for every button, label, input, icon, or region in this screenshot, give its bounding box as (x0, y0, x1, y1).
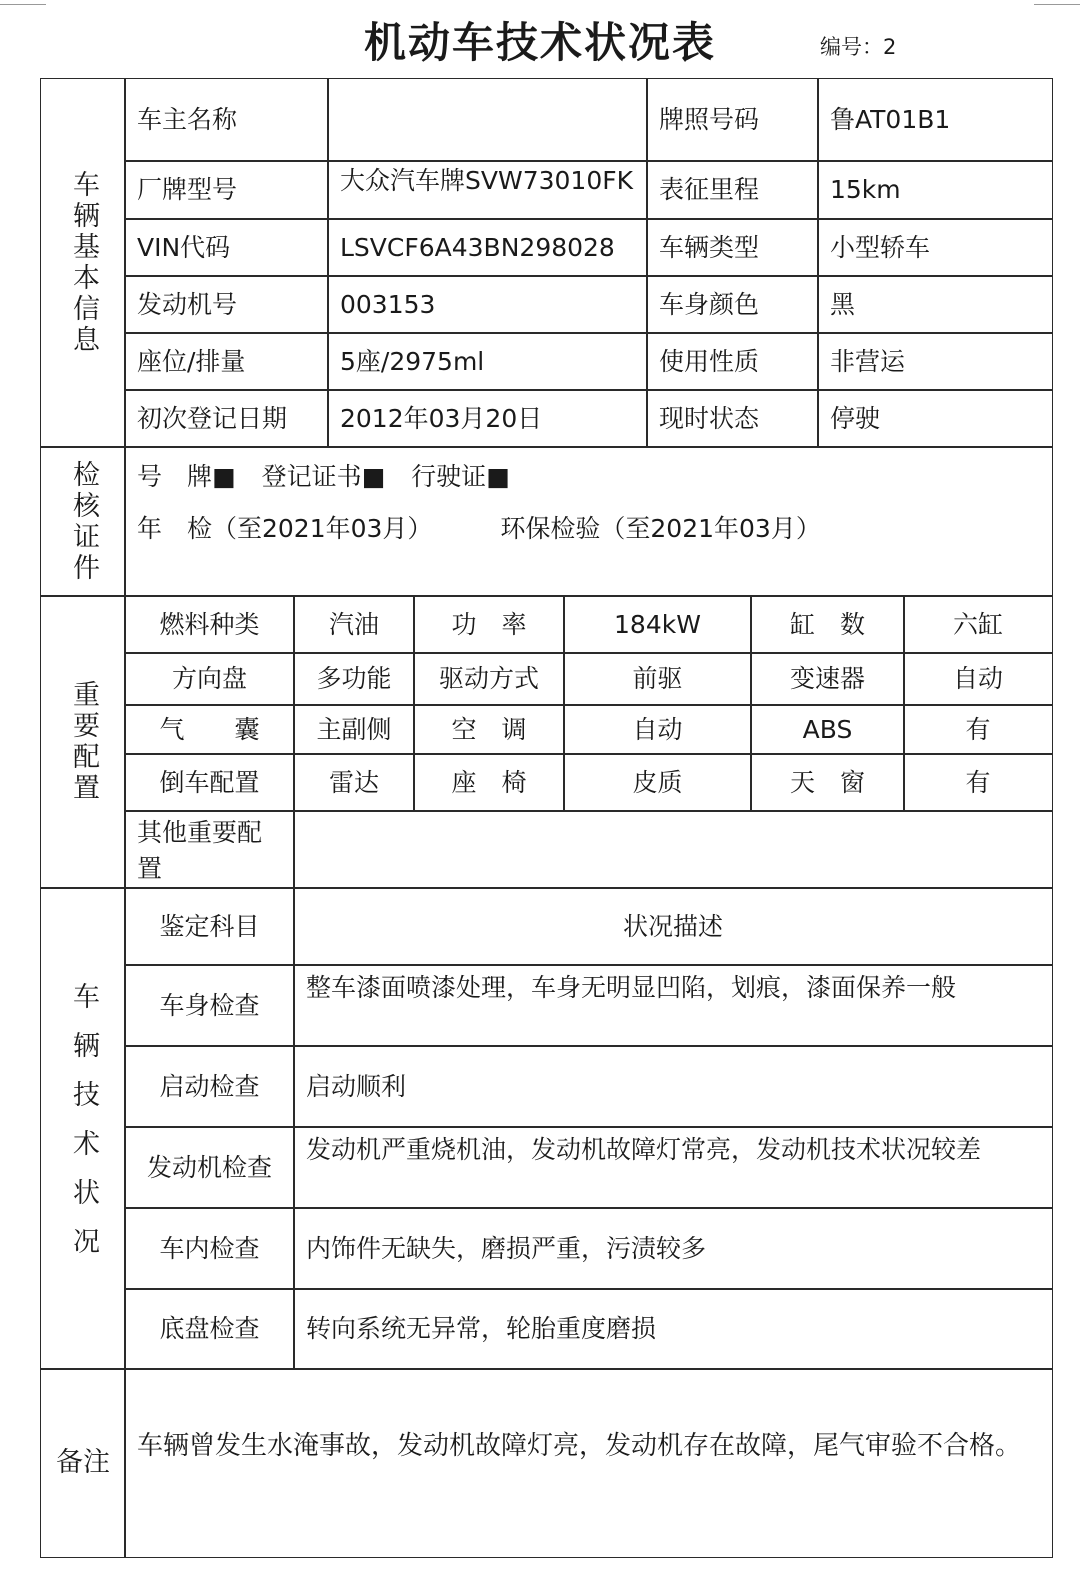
tech-header-description: 状况描述 (293, 887, 1053, 966)
tech-row-item: 车内检查 (124, 1207, 295, 1290)
page-edge-mark (0, 0, 46, 5)
documents-cell (124, 446, 1053, 597)
tech-row-description: 发动机严重烧机油，发动机故障灯常亮，发动机技术状况较差 (293, 1126, 1053, 1209)
doc-driving-license: 行驶证■ (411, 462, 510, 491)
section-documents (40, 446, 126, 597)
airbag-value: 主副侧 (293, 704, 415, 755)
model-value: 大众汽车牌SVW73010FK (327, 160, 648, 220)
first-registration-label: 初次登记日期 (124, 389, 329, 448)
documents-line-1 (137, 455, 1040, 507)
ac-label: 空 调 (413, 704, 565, 755)
sunroof-value: 有 (903, 753, 1053, 812)
seat-displacement-label: 座位/排量 (124, 332, 329, 391)
notes-text: 车辆曾发生水淹事故，发动机故障灯亮，发动机存在故障，尾气审验不合格。 (124, 1368, 1053, 1558)
seat-displacement-value: 5座/2975ml (327, 332, 648, 391)
seat-material-label: 座 椅 (413, 753, 565, 812)
transmission-value: 自动 (903, 652, 1053, 706)
owner-value (327, 78, 648, 162)
first-registration-value: 2012年03月20日 (327, 389, 648, 448)
page-edge-mark (1034, 0, 1080, 5)
seat-material-value: 皮质 (563, 753, 752, 812)
tech-row-item: 启动检查 (124, 1045, 295, 1128)
vehicle-type-label: 车辆类型 (646, 218, 819, 277)
doc-registration-cert: 登记证书■ (261, 462, 386, 491)
power-label: 功 率 (413, 595, 565, 654)
tech-row-description: 启动顺利 (293, 1045, 1053, 1128)
owner-label: 车主名称 (124, 78, 329, 162)
other-config-value (293, 810, 1053, 889)
body-color-value: 黑 (817, 275, 1053, 334)
tech-row-item: 底盘检查 (124, 1288, 295, 1370)
cylinder-value: 六缸 (903, 595, 1053, 654)
section-technical (40, 887, 126, 1370)
power-value: 184kW (563, 595, 752, 654)
tech-row-item: 车身检查 (124, 964, 295, 1047)
documents-line-2 (137, 507, 1040, 551)
reverse-aid-value: 雷达 (293, 753, 415, 812)
usage-label: 使用性质 (646, 332, 819, 391)
plate-label: 牌照号码 (646, 78, 819, 162)
tech-row-description: 整车漆面喷漆处理，车身无明显凹陷，划痕，漆面保养一般 (293, 964, 1053, 1047)
section-basic-label: 车辆基本信息 (68, 170, 99, 356)
vehicle-type-value: 小型轿车 (817, 218, 1053, 277)
section-documents-label: 检核证件 (68, 459, 99, 584)
mileage-value: 15km (817, 160, 1053, 220)
plate-value: 鲁AT01B1 (817, 78, 1053, 162)
section-technical-label: 车辆技术状况 (68, 981, 99, 1276)
usage-value: 非营运 (817, 332, 1053, 391)
tech-row-description: 内饰件无缺失，磨损严重，污渍较多 (293, 1207, 1053, 1290)
steering-wheel-label: 方向盘 (124, 652, 295, 706)
doc-annual-inspection: 年 检（至2021年03月） (137, 514, 433, 543)
vin-value: LSVCF6A43BN298028 (327, 218, 648, 277)
section-basic-info (40, 78, 126, 448)
doc-plate: 号 牌■ (137, 462, 236, 491)
other-config-label: 其他重要配 置 (124, 810, 295, 889)
tech-row-item: 发动机检查 (124, 1126, 295, 1209)
vin-label: VIN代码 (124, 218, 329, 277)
section-notes-label: 备注 (56, 1447, 110, 1478)
sunroof-label: 天 窗 (750, 753, 905, 812)
current-status-label: 现时状态 (646, 389, 819, 448)
reverse-aid-label: 倒车配置 (124, 753, 295, 812)
section-configuration (40, 595, 126, 889)
section-notes (40, 1368, 126, 1558)
engine-no-label: 发动机号 (124, 275, 329, 334)
drive-value: 前驱 (563, 652, 752, 706)
steering-wheel-value: 多功能 (293, 652, 415, 706)
model-label: 厂牌型号 (124, 160, 329, 220)
page-title: 机动车技术状况表 (363, 18, 716, 67)
serial-number: 编号：2 (820, 35, 897, 59)
current-status-value: 停驶 (817, 389, 1053, 448)
section-configuration-label: 重要配置 (68, 680, 99, 804)
mileage-label: 表征里程 (646, 160, 819, 220)
tech-header-item: 鉴定科目 (124, 887, 295, 966)
ac-value: 自动 (563, 704, 752, 755)
fuel-label: 燃料种类 (124, 595, 295, 654)
airbag-label: 气 囊 (124, 704, 295, 755)
abs-value: 有 (903, 704, 1053, 755)
doc-eco-inspection: 环保检验（至2021年03月） (500, 514, 821, 543)
cylinder-label: 缸 数 (750, 595, 905, 654)
drive-label: 驱动方式 (413, 652, 565, 706)
engine-no-value: 003153 (327, 275, 648, 334)
transmission-label: 变速器 (750, 652, 905, 706)
body-color-label: 车身颜色 (646, 275, 819, 334)
fuel-value: 汽油 (293, 595, 415, 654)
abs-label: ABS (750, 704, 905, 755)
tech-row-description: 转向系统无异常，轮胎重度磨损 (293, 1288, 1053, 1370)
